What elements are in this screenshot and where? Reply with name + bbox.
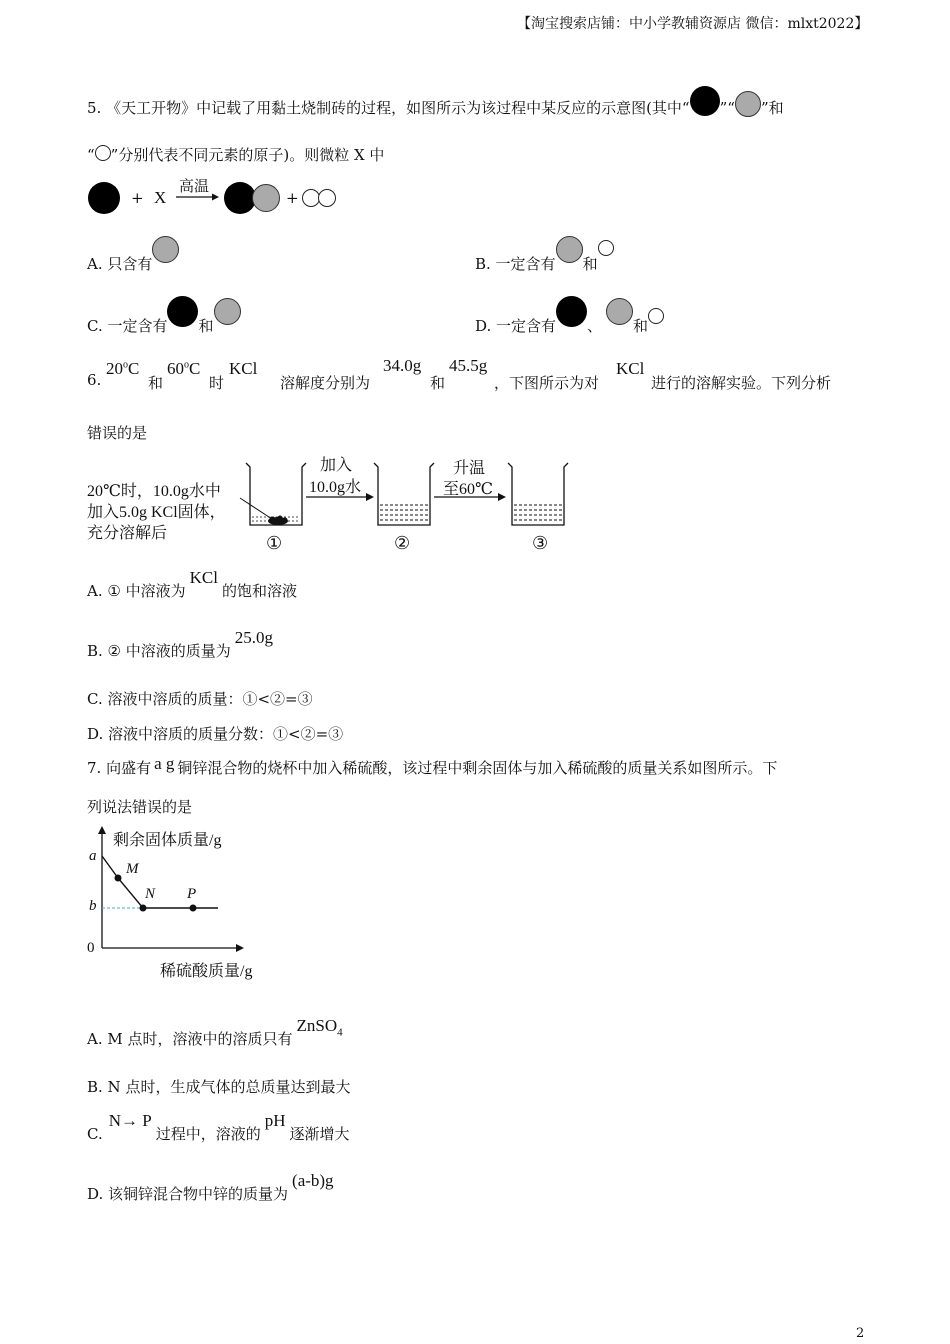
beaker-3 xyxy=(508,463,568,525)
q6-label-1: ① xyxy=(266,533,283,553)
q5-eq-product-bg xyxy=(224,182,280,214)
page-header: 【淘宝搜索店铺：中小学教辅资源店 微信：mlxt2022】 xyxy=(517,16,869,32)
point-p xyxy=(190,905,197,912)
q6-desc3: 充分溶解后 xyxy=(87,525,168,542)
q6-opt-a-formula: KCl xyxy=(189,568,218,587)
q5-opt-b-and: 和 xyxy=(582,254,598,273)
q5-eq-product-ww xyxy=(302,188,336,207)
q7-origin: 0 xyxy=(87,940,95,956)
q6-arrow1-top: 加入 xyxy=(320,457,353,474)
white-atom-icon xyxy=(598,240,614,256)
q5-sep2: ”和 xyxy=(760,99,784,117)
q6-v2: 45.5g xyxy=(449,356,488,375)
q6-arrow1-bot: 10.0g水 xyxy=(309,479,362,496)
q7-label-n: N xyxy=(145,886,156,902)
q7-label-m: M xyxy=(126,861,139,877)
q7-opt-c-text: C. xyxy=(87,1125,103,1143)
q7-opt-c-text2: 过程中，溶液的 xyxy=(155,1125,261,1143)
q6-he1: 和 xyxy=(148,374,164,392)
q5-eq-reactant-black xyxy=(88,182,120,214)
q6-opt-a-text2: 的饱和溶液 xyxy=(221,582,297,600)
white-atom-icon xyxy=(95,145,111,161)
q6-kcl2: KCl xyxy=(616,359,645,378)
q6-desc1: 20℃时，10.0g水中 xyxy=(87,483,221,500)
q5-sep1: ”“ xyxy=(719,99,735,117)
q5-stem-a: 5. 《天工开物》中记载了用黏土烧制砖的过程，如图所示为该过程中某反应的示意图(其中“ xyxy=(87,99,690,117)
q5-eq-plus2: + xyxy=(286,189,299,207)
point-n xyxy=(140,905,147,912)
gray-atom-icon xyxy=(556,236,583,263)
gray-atom-icon xyxy=(735,91,761,117)
q6-opt-b-formula: 25.0g xyxy=(234,628,274,647)
q6-arrow2-bot: 至60℃ xyxy=(443,481,493,498)
q6-shi: 时 xyxy=(209,374,225,392)
q6-label-3: ③ xyxy=(532,533,549,553)
q5-opt-d-sep: 、 xyxy=(587,316,603,335)
q6-line2: 错误的是 xyxy=(87,424,148,442)
q7-option-d[interactable] xyxy=(87,1171,334,1204)
q5-stem-b-open: “ xyxy=(87,146,95,164)
q6-label-2: ② xyxy=(394,533,411,553)
black-atom-icon xyxy=(167,296,198,327)
q7-opt-c-ph: pH xyxy=(264,1111,286,1130)
q7-stem-formula: a g xyxy=(154,754,175,773)
q7-stem-a: 7. 向盛有 xyxy=(87,759,152,777)
gray-atom-icon xyxy=(606,298,633,325)
q5-opt-c-and: 和 xyxy=(198,316,214,335)
q7-opt-d-formula: (a-b)g xyxy=(292,1171,334,1190)
q7-label-p: P xyxy=(187,886,197,902)
black-atom-icon xyxy=(690,86,720,116)
q6-sol: 溶解度分别为 xyxy=(280,374,371,392)
q6-opt-a-text: A. ① 中溶液为 xyxy=(87,582,186,600)
q6-v1: 34.0g xyxy=(383,356,422,375)
q6-arrow2-top: 升温 xyxy=(453,460,486,477)
q7-stem-b: 铜锌混合物的烧杯中加入稀硫酸，该过程中剩余固体与加入稀硫酸的质量关系如图所示。下 xyxy=(177,759,778,777)
q5-eq-arrow xyxy=(175,191,221,203)
q6-option-a[interactable] xyxy=(87,568,297,601)
q5-opt-b-text: B. 一定含有 xyxy=(475,254,556,273)
gray-atom-icon xyxy=(214,298,241,325)
q6-option-d[interactable]: D. 溶液中溶质的质量分数：①<②=③ xyxy=(87,725,344,743)
q5-eq-plus1: + xyxy=(131,189,144,207)
q7-opt-a-formula: ZnSO$_4$ xyxy=(296,1016,343,1039)
q5-opt-c-text: C. 一定含有 xyxy=(87,316,168,335)
q6-t20: 20$^o$C xyxy=(106,359,140,378)
page-number: 2 xyxy=(856,1326,865,1341)
white-atom-icon xyxy=(648,308,664,324)
beaker-1 xyxy=(240,463,306,525)
q7-label-b: b xyxy=(89,898,97,914)
q5-opt-d-text: D. 一定含有 xyxy=(475,316,557,335)
q5-stem-line1 xyxy=(87,94,784,124)
q7-opt-d-text: D. 该铜锌混合物中锌的质量为 xyxy=(87,1185,289,1203)
q7-option-a[interactable] xyxy=(87,1016,343,1051)
q6-he2: 和 xyxy=(430,374,446,392)
q5-eq-condition: 高温 xyxy=(179,177,210,195)
q5-option-c[interactable] xyxy=(87,296,241,335)
q5-opt-a-text: A. 只含有 xyxy=(87,254,153,273)
q7-ylabel: 剩余固体质量/g xyxy=(113,832,222,849)
q6-end: 进行的溶解实验。下列分析 xyxy=(651,374,832,392)
q6-opt-b-text: B. ② 中溶液的质量为 xyxy=(87,642,231,660)
q7-opt-c-formula: N→ P xyxy=(108,1111,152,1130)
q5-opt-d-and: 和 xyxy=(633,316,649,335)
q5-option-a[interactable] xyxy=(87,236,179,273)
q6-kcl1: KCl xyxy=(229,359,258,378)
q7-label-a: a xyxy=(89,848,97,864)
q7-stem-line1 xyxy=(87,754,778,778)
point-m xyxy=(115,875,122,882)
q5-eq-x: X xyxy=(154,188,167,207)
q5-stem-line2 xyxy=(87,144,384,165)
beaker-2 xyxy=(374,463,434,525)
q7-xlabel: 稀硫酸质量/g xyxy=(160,963,253,980)
q7-option-b[interactable]: B. N 点时，生成气体的总质量达到最大 xyxy=(87,1078,351,1096)
q5-option-b[interactable] xyxy=(475,236,614,273)
q6-option-c[interactable]: C. 溶液中溶质的质量：①<②=③ xyxy=(87,690,313,708)
black-atom-icon xyxy=(556,296,587,327)
gray-atom-icon xyxy=(152,236,179,263)
q5-option-d[interactable] xyxy=(475,296,664,335)
q6-option-b[interactable] xyxy=(87,628,274,661)
q7-option-c[interactable] xyxy=(87,1111,350,1144)
q6-mid: ，下图所示为对 xyxy=(494,374,600,392)
q5-stem-b: ”分别代表不同元素的原子)。则微粒 X 中 xyxy=(110,146,385,164)
q6-num: 6. xyxy=(87,371,102,389)
q6-desc2: 加入5.0g KCl固体， xyxy=(87,504,226,521)
q7-opt-a-text: A. M 点时，溶液中的溶质只有 xyxy=(87,1030,293,1048)
q7-opt-c-text3: 逐渐增大 xyxy=(289,1125,350,1143)
q7-line2: 列说法错误的是 xyxy=(87,798,193,816)
data-line xyxy=(102,856,218,908)
q6-t60: 60$^o$C xyxy=(167,359,201,378)
